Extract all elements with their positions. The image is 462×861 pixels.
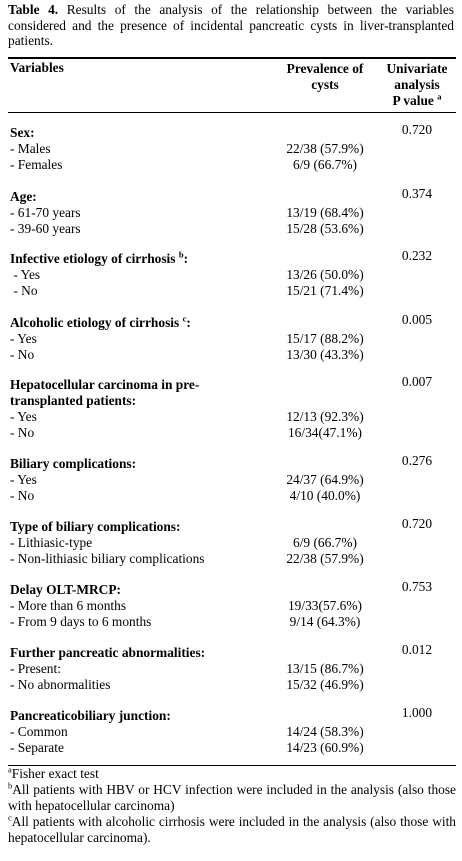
row-label: - Yes [10,472,37,487]
group-title-sup: c [182,313,187,324]
group-p-value: 0.753 [401,579,433,594]
group-title-text: Hepatocellular carcinoma in pre- [10,377,200,392]
header-pvalue-text: P value [392,93,434,108]
row-label: - More than 6 months [10,598,127,613]
footnote-c-text: All patients with alcoholic cirrhosis were included in the analysis (also those with hepatocellular carcinoma). [8,814,456,845]
header-pvalue-sup: a [437,91,442,102]
group-title [10,645,205,661]
table-caption [8,2,454,49]
row-label: - Yes [10,409,37,424]
group-title [10,377,199,393]
row-label: - 39-60 years [10,221,81,236]
row-label: - Females [10,157,63,172]
footnote-b-text: All patients with HBV or HCV infection were included in the analysis (also those with hepatocellular carcinoma) [8,782,456,813]
row-label: - Yes [10,331,37,346]
row-prevalence: 15/21 (71.4%) [286,283,364,298]
row-label: - 61-70 years [10,205,81,220]
group-p-value: 0.005 [401,312,433,327]
group-title-text: Alcoholic etiology of cirrhosis [10,315,180,330]
footnote-b [8,782,456,814]
row-label: - Yes [10,267,41,282]
row-label: - Males [10,141,51,156]
group-p-value: 0.720 [401,122,433,137]
row-label: - No abnormalities [10,677,111,692]
row-label: - Present: [10,661,61,676]
header-univariate-line1: Univariate [386,61,448,76]
row-prevalence: 12/13 (92.3%) [286,409,364,424]
footnote-b-mark: b [8,780,13,791]
group-title [10,315,191,331]
row-label: - Lithiasic-type [10,535,93,550]
caption-text: Results of the analysis of the relationship between the variables considered and the presence of incidental pancreatic cysts in liver-transplanted patients. [8,2,454,49]
header-univariate-line3 [374,93,460,109]
group-title-text: Age: [10,189,37,204]
top-rule [8,57,456,59]
row-label: - No [10,425,35,440]
row-prevalence: 15/28 (53.6%) [286,221,364,236]
row-label: - No [10,347,35,362]
row-label: - No [10,488,35,503]
row-prevalence: 13/15 (86.7%) [286,661,364,676]
row-prevalence: 19/33(57.6%) [287,598,362,613]
row-prevalence: 9/14 (64.3%) [289,614,361,629]
group-title-text: Sex: [10,125,35,140]
group-p-value: 1.000 [401,705,433,720]
group-title [10,125,35,141]
row-label: - From 9 days to 6 months [10,614,152,629]
group-title-sup: b [178,249,184,260]
group-p-value: 0.007 [401,374,433,389]
row-prevalence: 6/9 (66.7%) [293,157,357,172]
row-prevalence: 13/19 (68.4%) [286,205,364,220]
row-prevalence: 14/23 (60.9%) [286,740,364,755]
row-label: - Non-lithiasic biliary complications [10,551,205,566]
group-title-text: Pancreaticobiliary junction: [10,708,171,723]
footnote-a-mark: a [8,764,12,775]
group-p-value: 0.276 [401,453,433,468]
footnote-a-text: Fisher exact test [11,766,99,781]
group-title [10,582,121,598]
group-p-value: 0.012 [401,642,433,657]
row-label: - Common [10,724,68,739]
caption-label: Table 4. [8,2,59,17]
row-prevalence: 13/26 (50.0%) [286,267,364,282]
group-p-value: 0.720 [401,516,433,531]
group-title-suffix: : [183,251,189,266]
group-title-line2: transplanted patients: [10,393,137,408]
header-univariate-line2: analysis [394,77,440,92]
row-prevalence: 16/34(47.1%) [287,425,362,440]
group-p-value: 0.232 [401,248,433,263]
row-prevalence: 22/38 (57.9%) [286,141,364,156]
group-p-value: 0.374 [401,186,433,201]
row-prevalence: 13/30 (43.3%) [286,347,364,362]
row-prevalence: 14/24 (58.3%) [286,724,364,739]
group-title-text: Biliary complications: [10,456,137,471]
group-title-text: Delay OLT-MRCP: [10,582,121,597]
footnote-a [8,766,456,782]
group-title-text: Type of biliary complications: [10,519,181,534]
group-title-text: Further pancreatic abnormalities: [10,645,206,660]
group-title [10,708,171,724]
row-prevalence: 6/9 (66.7%) [293,535,357,550]
header-variables: Variables [10,60,64,75]
footnote-c-mark: c [8,812,12,823]
row-prevalence: 24/37 (64.9%) [286,472,364,487]
header-rule [8,112,456,113]
group-title-suffix: : [186,315,191,330]
row-prevalence: 15/32 (46.9%) [286,677,364,692]
row-prevalence: 4/10 (40.0%) [289,488,361,503]
row-label: - Separate [10,740,64,755]
header-prevalence-line1: Prevalence of [286,61,364,76]
header-prevalence-line2: cysts [311,77,339,92]
row-label: - No [10,283,38,298]
group-title-text: Infective etiology of cirrhosis [10,251,176,266]
group-title [10,519,180,535]
group-title [10,189,37,205]
group-title [10,456,136,472]
row-prevalence: 15/17 (88.2%) [286,331,364,346]
group-title [10,251,188,267]
row-prevalence: 22/38 (57.9%) [286,551,364,566]
table-footnotes [8,766,456,846]
footnote-c [8,814,456,846]
